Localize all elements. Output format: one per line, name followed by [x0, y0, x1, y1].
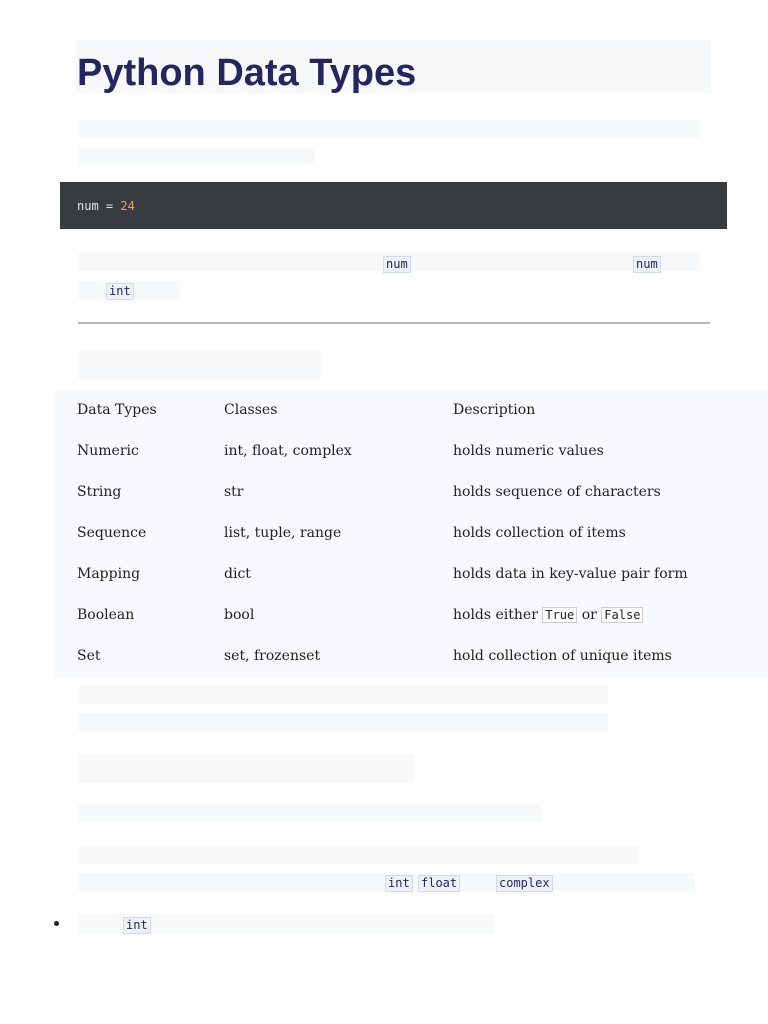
table-cell: list, tuple, range	[224, 525, 342, 541]
divider	[78, 322, 710, 324]
table-header: Description	[453, 402, 536, 418]
table-header: Data Types	[77, 402, 157, 418]
inline-code: False	[601, 607, 643, 623]
paragraph-text-line	[78, 686, 608, 704]
table-cell-text: holds either	[453, 607, 538, 623]
intro-text-line	[78, 147, 315, 165]
table-row	[54, 472, 768, 513]
table-cell: Boolean	[77, 607, 135, 623]
table-header: Classes	[224, 402, 278, 418]
table-cell: hold collection of unique items	[453, 648, 672, 664]
table-cell: holds collection of items	[453, 525, 626, 541]
paragraph-text-line	[78, 846, 638, 864]
table-cell: str	[224, 484, 244, 500]
table-row	[54, 513, 768, 554]
inline-code: num	[383, 256, 411, 273]
page-title: Python Data Types	[77, 52, 417, 94]
table-cell: bool	[224, 607, 255, 623]
section-heading	[78, 350, 321, 379]
inline-code: int	[385, 875, 413, 892]
table-cell: Numeric	[77, 443, 139, 459]
list-bullet	[54, 921, 59, 926]
inline-code: complex	[496, 875, 553, 892]
section-subheading	[78, 754, 414, 783]
paragraph-text-line	[78, 713, 608, 731]
table-row	[54, 595, 768, 636]
inline-code: int	[123, 917, 151, 934]
inline-code: True	[542, 607, 577, 623]
table-cell: int, float, complex	[224, 443, 352, 459]
table-cell: dict	[224, 566, 251, 582]
table-cell: holds data in key-value pair form	[453, 566, 688, 582]
table-row	[54, 554, 768, 595]
code-operator: =	[105, 199, 114, 213]
intro-text-line	[78, 120, 700, 138]
code-variable: num	[77, 199, 99, 213]
code-number: 24	[120, 199, 135, 213]
data-types-table	[54, 390, 768, 677]
table-cell: set, frozenset	[224, 648, 321, 664]
inline-code: float	[418, 875, 460, 892]
table-cell: holds numeric values	[453, 443, 604, 459]
inline-code: int	[106, 283, 134, 300]
table-cell: Sequence	[77, 525, 147, 541]
table-cell-text: or	[581, 607, 597, 623]
table-row	[54, 636, 768, 677]
code-block	[60, 182, 727, 229]
table-cell: String	[77, 484, 122, 500]
inline-code: num	[633, 256, 661, 273]
table-cell	[453, 607, 643, 624]
table-cell: Set	[77, 648, 101, 664]
table-row	[54, 431, 768, 472]
code-line	[77, 199, 135, 213]
table-cell: holds sequence of characters	[453, 484, 661, 500]
table-cell: Mapping	[77, 566, 141, 582]
paragraph-text-line	[78, 804, 542, 822]
table-header-row	[54, 390, 768, 431]
